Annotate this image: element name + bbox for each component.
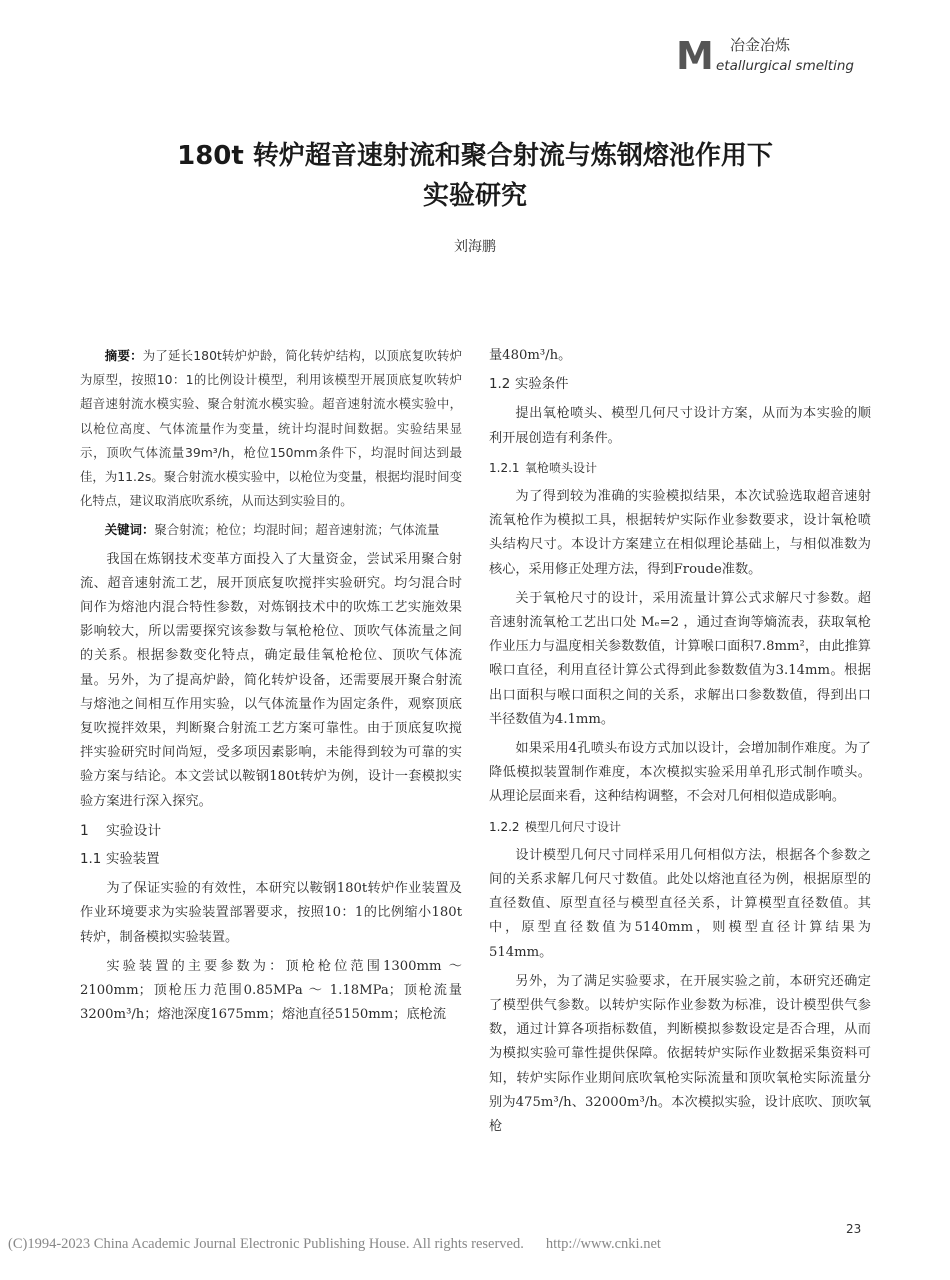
section-number: 1.2.2 <box>489 819 520 834</box>
paper-title-line1: 180t 转炉超音速射流和聚合射流与炼钢熔池作用下 <box>177 141 773 171</box>
paragraph-continued: 量480m³/h。 <box>489 348 572 363</box>
section-number: 1.2 <box>489 377 511 393</box>
abstract <box>80 344 462 513</box>
page-number: 23 <box>846 1222 862 1236</box>
section-title: 实验设计 <box>106 822 162 839</box>
author: 刘海鹏 <box>454 239 496 255</box>
paragraph: 为了保证实验的有效性，本研究以鞍钢180t转炉作业装置及作业环境要求为实验装置部署要求，按照10：1的比例缩小180t转炉，制备模拟实验装置。 <box>80 881 462 945</box>
section-title: 实验条件 <box>515 377 569 393</box>
journal-logo-letter: M <box>676 34 714 78</box>
journal-logo <box>676 34 886 78</box>
right-column <box>489 344 871 1144</box>
paragraph: 设计模型几何尺寸同样采用几何相似方法，根据各个参数之间的关系求解几何尺寸数值。此处以熔池直径为例，根据原型的直径数值、原型直径与模型直径关系，计算模型直径数值。其中，原型直径数值为5140mm，则模型直径计算结果为514mm。 <box>489 847 871 960</box>
abstract-label: 摘要： <box>104 348 143 363</box>
section-number: 1 <box>80 822 89 839</box>
paragraph: 如果采用4孔喷头布设方式加以设计，会增加制作难度。为了降低模拟装置制作难度，本次模拟实验采用单孔形式制作喷头。从理论层面来看，这种结构调整，不会对几何相似造成影响。 <box>489 741 871 805</box>
section-title: 模型几何尺寸设计 <box>525 819 622 834</box>
paper-title-line2: 实验研究 <box>422 181 527 211</box>
paragraph: 为了得到较为准确的实验模拟结果，本次试验选取超音速射流氧枪作为模拟工具，根据转炉实际作业参数要求，设计氧枪喷头结构尺寸。本设计方案建立在相似理论基础上，与相似准数为核心，采用修正处理方法，得到Froude准数。 <box>489 489 871 577</box>
paragraph: 另外，为了满足实验要求，在开展实验之前，本研究还确定了模型供气参数。以转炉实际作业参数为标准，设计模型供气参数，通过计算各项指标数值，判断模拟参数设定是否合理，从而为模拟实验可靠性提供保障。依据转炉实际作业数据采集资料可知，转炉实际作业期间底吹氧枪实际流量和顶吹氧枪实际流量分别为475m³/h、32000m³/h。本次模拟实验，设计底吹、顶吹氧枪 <box>489 973 871 1135</box>
section-title: 实验装置 <box>106 852 160 868</box>
left-column <box>80 344 462 1032</box>
copyright-footer <box>8 1236 948 1253</box>
section-number: 1.2.1 <box>489 460 520 475</box>
paper-title <box>60 136 890 216</box>
paragraph: 实验装置的主要参数为：顶枪枪位范围1300mm ～ 2100mm；顶枪压力范围0.85MPa ～ 1.18MPa；顶枪流量3200m³/h；熔池深度1675mm；熔池直径5150mm；底枪流 <box>80 958 462 1023</box>
section-title: 氧枪喷头设计 <box>525 460 598 475</box>
journal-name-en: etallurgical smelting <box>716 58 854 74</box>
section-number: 1.1 <box>80 852 102 868</box>
intro-paragraph: 我国在炼钢技术变革方面投入了大量资金，尝试采用聚合射流、超音速射流工艺，展开顶底复吹搅拌实验研究。均匀混合时间作为熔池内混合特性参数，对炼钢技术中的吹炼工艺实施效果影响较大，所以需要探究该参数与氧枪枪位、顶吹气体流量之间的关系。根据参数变化特点，确定最佳氧枪枪位、顶吹气体流量。另外，为了提高炉龄，简化转炉设备，还需要展开聚合射流与熔池之间相互作用实验，以气体流量作为固定条件，观察顶底复吹搅拌效果，判断聚合射流工艺方案可靠性。由于顶底复吹搅拌实验研究时间尚短，受多项因素影响，未能得到较为可靠的实验方案与结论。本文尝试以鞍钢180t转炉为例，设计一套模拟实验方案进行深入探究。 <box>80 551 462 809</box>
section-1-2-heading <box>489 373 871 397</box>
keywords-label: 关键词： <box>104 522 155 538</box>
paragraph: 关于氧枪尺寸的设计，采用流量计算公式求解尺寸参数。超音速射流氧枪工艺出口处 Mₑ=2 ，通过查询等熵流表，获取氧枪作业压力与温度相关参数数值，计算喉口面积7.8mm²，由此推算喉口直径，利用直径计算公式得到此参数数值为3.14mm。根据出口面积与喉口面积之间的关系，求解出口参数数值，得到出口半径数值为4.1mm。 <box>489 590 871 727</box>
keywords <box>80 518 462 542</box>
paragraph: 提出氧枪喷头、模型几何尺寸设计方案，从而为本实验的顺利开展创造有利条件。 <box>489 406 871 446</box>
keywords-text: 聚合射流；枪位；均混时间；超音速射流；气体流量 <box>154 522 440 538</box>
section-1-2-2-heading <box>489 815 871 839</box>
copyright-text: (C)1994-2023 China Academic Journal Electronic Publishing House. All rights reserved. <box>8 1236 524 1252</box>
journal-name-cn: 冶金冶炼 <box>730 36 791 54</box>
section-1-1-heading <box>80 848 462 872</box>
copyright-url[interactable]: http://www.cnki.net <box>545 1236 661 1252</box>
section-1-heading <box>80 819 462 843</box>
abstract-text: 为了延长180t转炉炉龄，简化转炉结构，以顶底复吹转炉为原型，按照10：1的比例设计模型，利用该模型开展顶底复吹转炉超音速射流水模实验、聚合射流水模实验。超音速射流水模实验中，以枪位高度、气体流量作为变量，统计均混时间数据。实验结果显示，顶吹气体流量39m³/h，枪位150mm条件下，均混时间达到最佳，为11.2s。聚合射流水模实验中，以枪位为变量，根据均混时间变化特点，建议取消底吹系统，从而达到实验目的。 <box>80 348 463 509</box>
section-1-2-1-heading <box>489 456 871 480</box>
